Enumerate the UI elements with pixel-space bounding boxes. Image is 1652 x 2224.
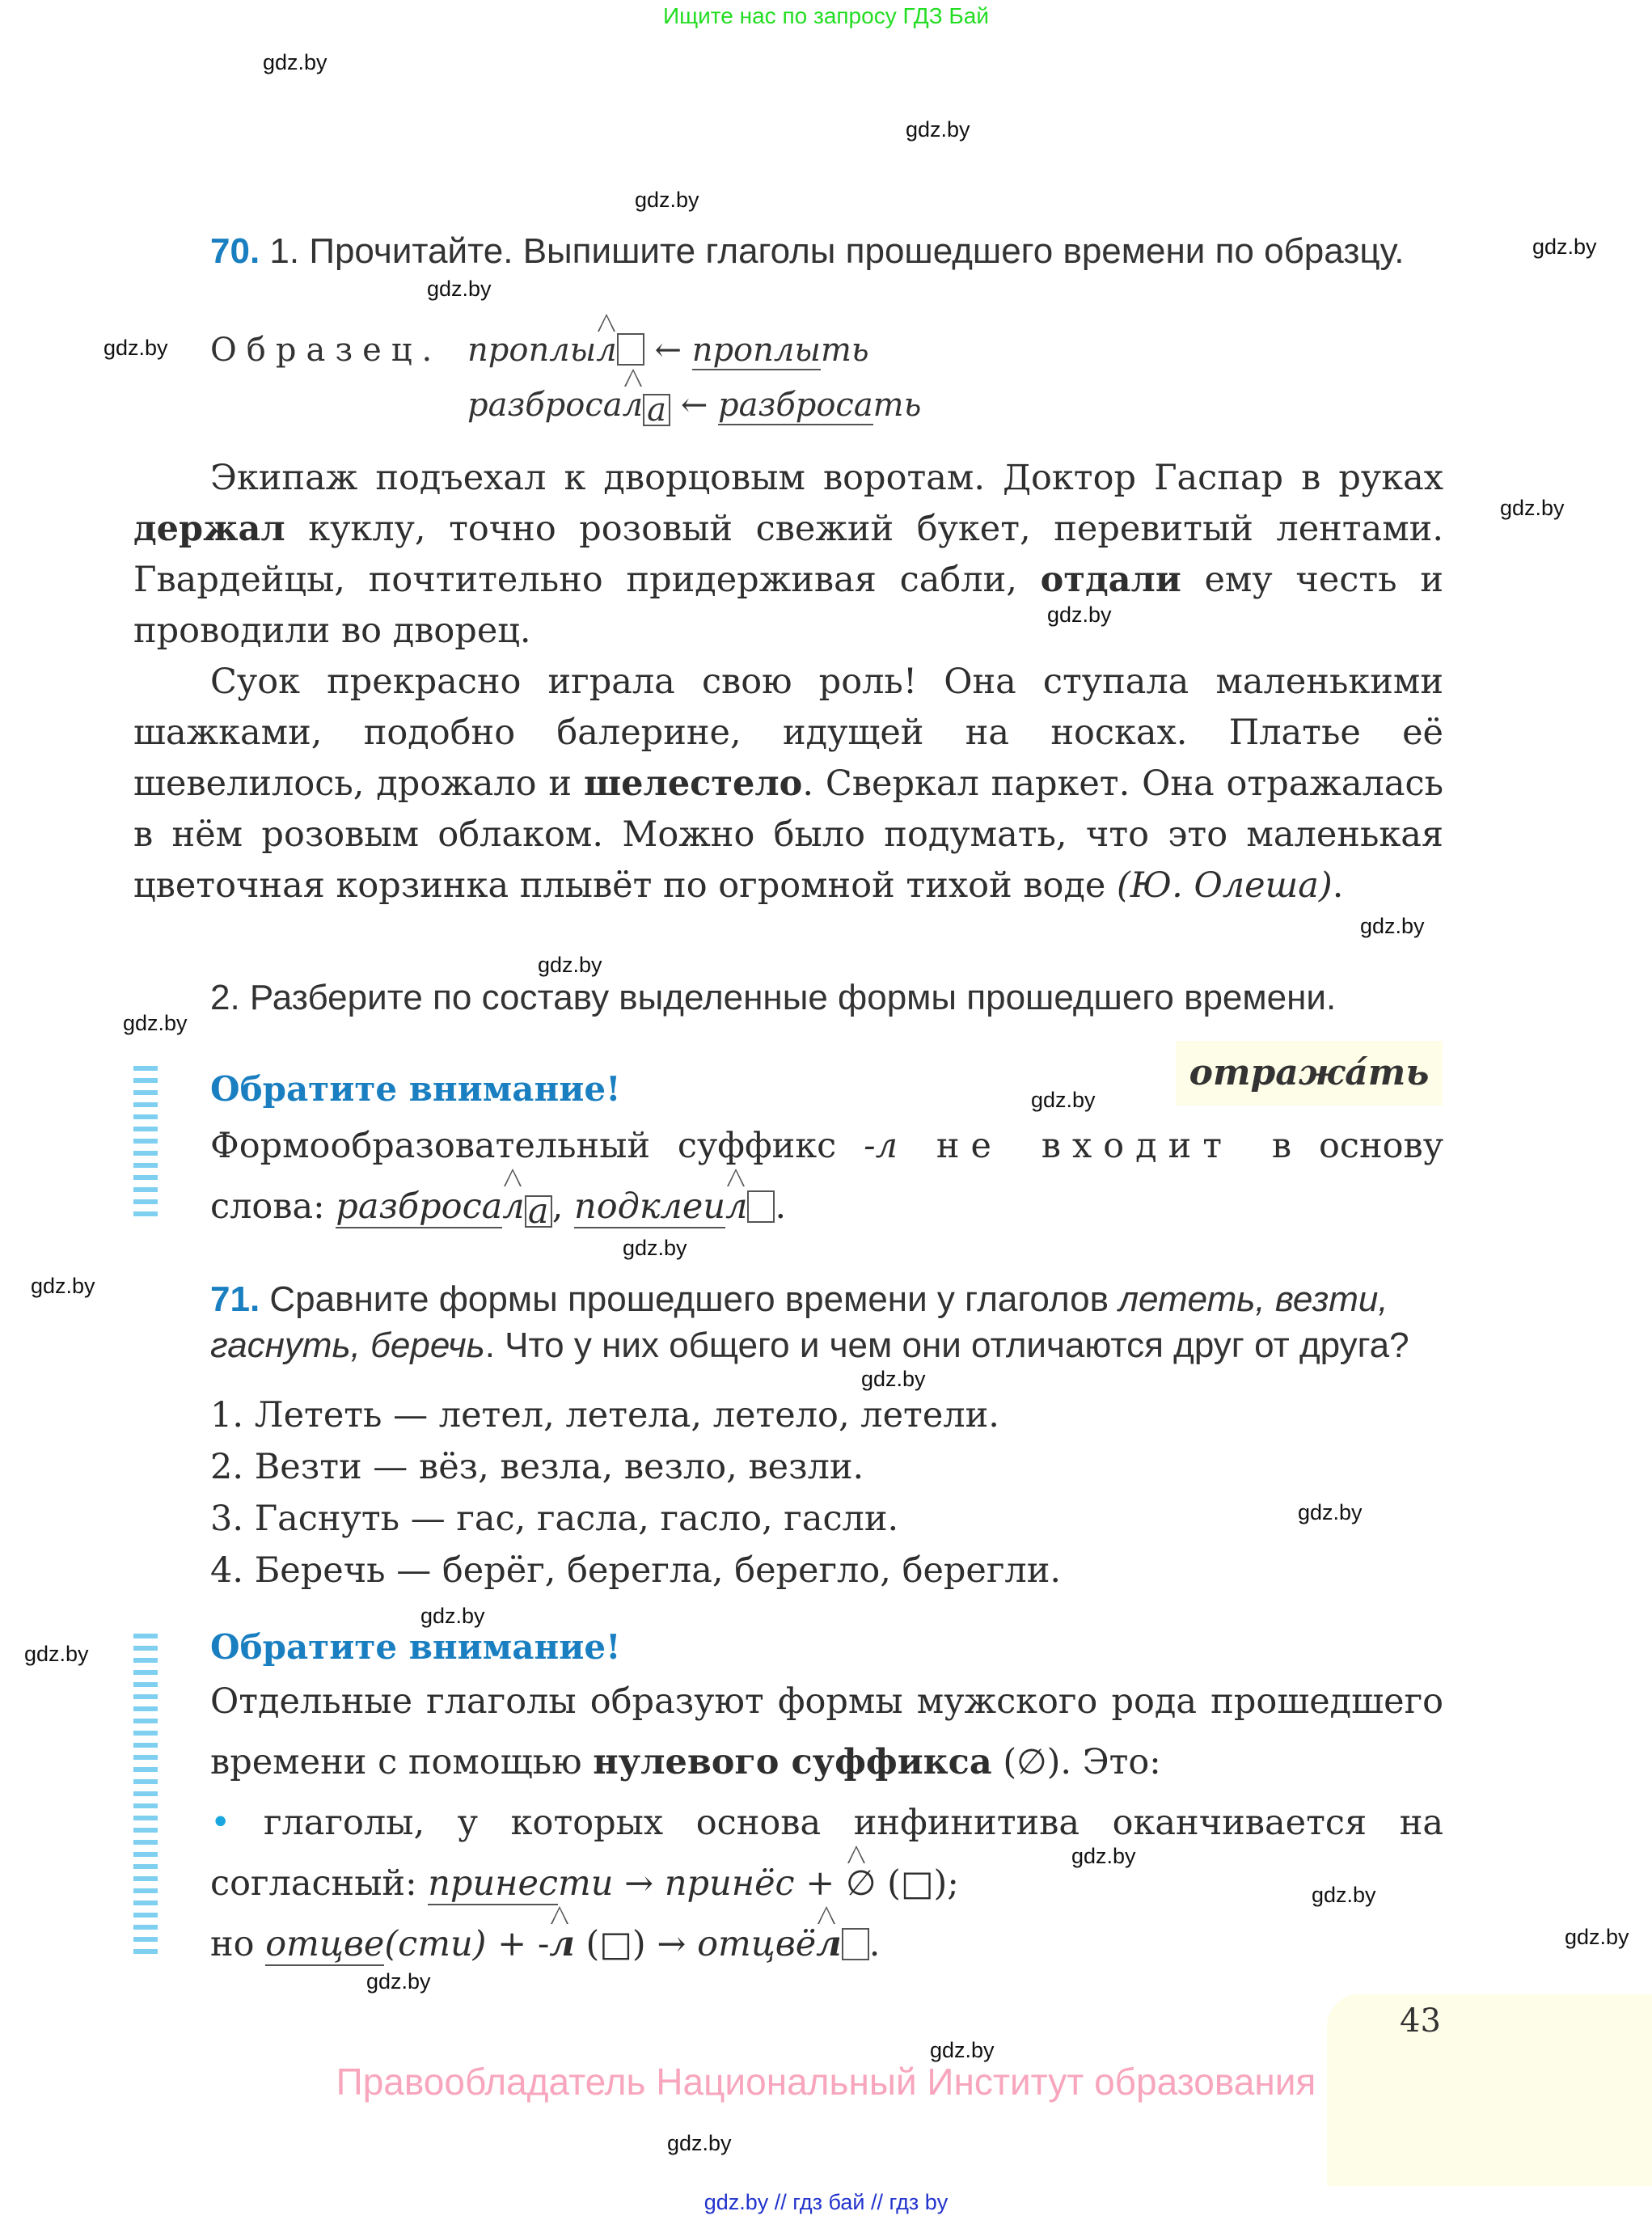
watermark: gdz.by (1532, 235, 1597, 259)
vocabulary-word: отража́ть (1176, 1041, 1443, 1106)
suffix-mark-icon: л (622, 387, 644, 424)
attention-text: Формообразовательный суффикс -л не входит в основу слова: разбросала, подклеил . (210, 1126, 1444, 1232)
watermark: gdz.by (263, 50, 327, 74)
watermark: gdz.by (1071, 1844, 1136, 1868)
list-item: 1. Лететь — летел, летела, летело, летели. (210, 1395, 999, 1435)
sample-infinitive-1: проплыть (691, 332, 869, 369)
task-70-instruction (133, 228, 1443, 274)
arrow-left-icon: ← (680, 387, 708, 424)
author: (Ю. Олеша) (1117, 865, 1333, 906)
page-number: 43 (1400, 2002, 1441, 2040)
verb-forms-list (210, 1389, 1061, 1596)
root-mark-icon: отцве (265, 1924, 385, 1964)
sample-form-1: проплыл (467, 332, 617, 369)
watermark: gdz.by (123, 1011, 188, 1035)
zero-suffix-icon: ∅ (846, 1863, 877, 1904)
ending-box-icon (842, 1928, 869, 1960)
watermark: gdz.by (623, 1236, 687, 1260)
ending-box-icon: а (525, 1195, 552, 1228)
arrow-left-icon: ← (654, 332, 682, 369)
watermark: gdz.by (104, 336, 168, 360)
watermark: gdz.by (906, 117, 970, 142)
watermark: gdz.by (861, 1367, 926, 1391)
arrow-right-icon: → (645, 1924, 698, 1964)
ending-box-icon (747, 1190, 775, 1223)
sample-label: Образец. (210, 332, 442, 369)
watermark: gdz.by (635, 188, 699, 212)
watermark: gdz.by (420, 1604, 485, 1628)
suffix-mark-icon: л (502, 1186, 525, 1227)
attention-stripes-icon (133, 1066, 158, 1220)
watermark: gdz.by (538, 953, 602, 977)
root-mark-icon: принес (428, 1863, 559, 1904)
watermark: gdz.by (930, 2038, 995, 2062)
sample-block (210, 332, 869, 369)
paragraph-2: Суок прекрасно играла свою роль! Она ступала маленькими шажками, подобно балерине, идущей на носках. Платье её шевелилось, дрожало и шелестело. Сверкал паркет. Она отражалась в нём розовым облаком. Можно было подумать, что это маленькая цветочная корзинка плывёт по огромной тихой воде (Ю. Олеша). (133, 662, 1443, 906)
watermark: gdz.by (31, 1274, 95, 1298)
watermark: gdz.by (1360, 914, 1425, 938)
suffix-mark-icon: л (725, 1186, 748, 1227)
root-mark-icon: подклеи (574, 1186, 726, 1227)
reading-text (133, 453, 1443, 911)
paragraph-1: Экипаж подъехал к дворцовым воротам. Доктор Гаспар в руках держал куклу, точно розовый свежий букет, перевитый лентами. Гвардейцы, почтительно придерживая сабли, отдали ему честь и проводили во дворец. (133, 458, 1443, 651)
watermark: gdz.by (1047, 603, 1112, 627)
sample-infinitive-2: разбросать (718, 387, 922, 424)
root-mark-icon: разброса (336, 1186, 503, 1227)
list-item: 3. Гаснуть — гас, гасла, гасло, гасли. (210, 1499, 899, 1539)
watermark: gdz.by (366, 1969, 431, 1994)
task-number: 70. (210, 231, 260, 271)
ending-box-icon: а (643, 394, 670, 426)
suffix-mark-icon: л (596, 332, 617, 369)
arrow-right-icon: → (613, 1863, 665, 1904)
suffix-mark-icon: л (549, 1924, 575, 1964)
attention-text: Отдельные глаголы образуют формы мужского рода прошедшего времени с помощью нулевого суффикса (∅). Это: • глаголы, у которых основа инфинитива оканчивается на согласный: принести → принёс + ∅ (□); но отцве(сти) + -л (□) → отцвёл . (210, 1681, 1443, 1964)
list-item: 4. Беречь — берёг, берегла, берегло, берегли. (210, 1550, 1062, 1591)
bullet-icon: • (210, 1803, 231, 1843)
instruction-text: 1. Прочитайте. Выпишите глаголы прошедшего времени по образцу. (269, 231, 1405, 271)
watermark: gdz.by (667, 2131, 732, 2155)
attention-stripes-icon (133, 1634, 158, 1961)
root-mark-icon: проплы (691, 332, 821, 369)
watermark: gdz.by (1500, 496, 1565, 520)
sample-form-2: разбросал (467, 387, 644, 424)
watermark: gdz.by (427, 277, 492, 301)
list-item: 2. Везти — вёз, везла, везло, везли. (210, 1447, 864, 1487)
watermark: gdz.by (24, 1642, 89, 1666)
rights-holder-notice: Правообладатель Национальный Институт образования (336, 2061, 1316, 2103)
footer-links[interactable]: gdz.by // гдз бай // гдз by (703, 2190, 949, 2214)
task-71-instruction: 71. Сравните формы прошедшего времени у глаголов лететь, везти, гаснуть, беречь. Что у них общего и чем они отличаются друг от друга? (210, 1279, 1409, 1365)
header-search-note: Ищите нас по запросу ГДЗ Бай (662, 3, 990, 28)
attention-title: Обратите внимание! (210, 1069, 621, 1109)
root-mark-icon: разброса (718, 387, 873, 424)
suffix-mark-icon: л (816, 1924, 842, 1964)
ending-box-icon (617, 333, 644, 366)
attention-title: Обратите внимание! (210, 1627, 621, 1667)
watermark: gdz.by (1565, 1925, 1629, 1949)
task-70-instruction-2: 2. Разберите по составу выделенные формы прошедшего времени. (210, 978, 1337, 1017)
sample-row-2 (467, 387, 922, 429)
watermark: gdz.by (1031, 1088, 1096, 1112)
task-number: 71. (210, 1279, 260, 1319)
watermark: gdz.by (1312, 1883, 1376, 1907)
watermark: gdz.by (1298, 1500, 1363, 1524)
